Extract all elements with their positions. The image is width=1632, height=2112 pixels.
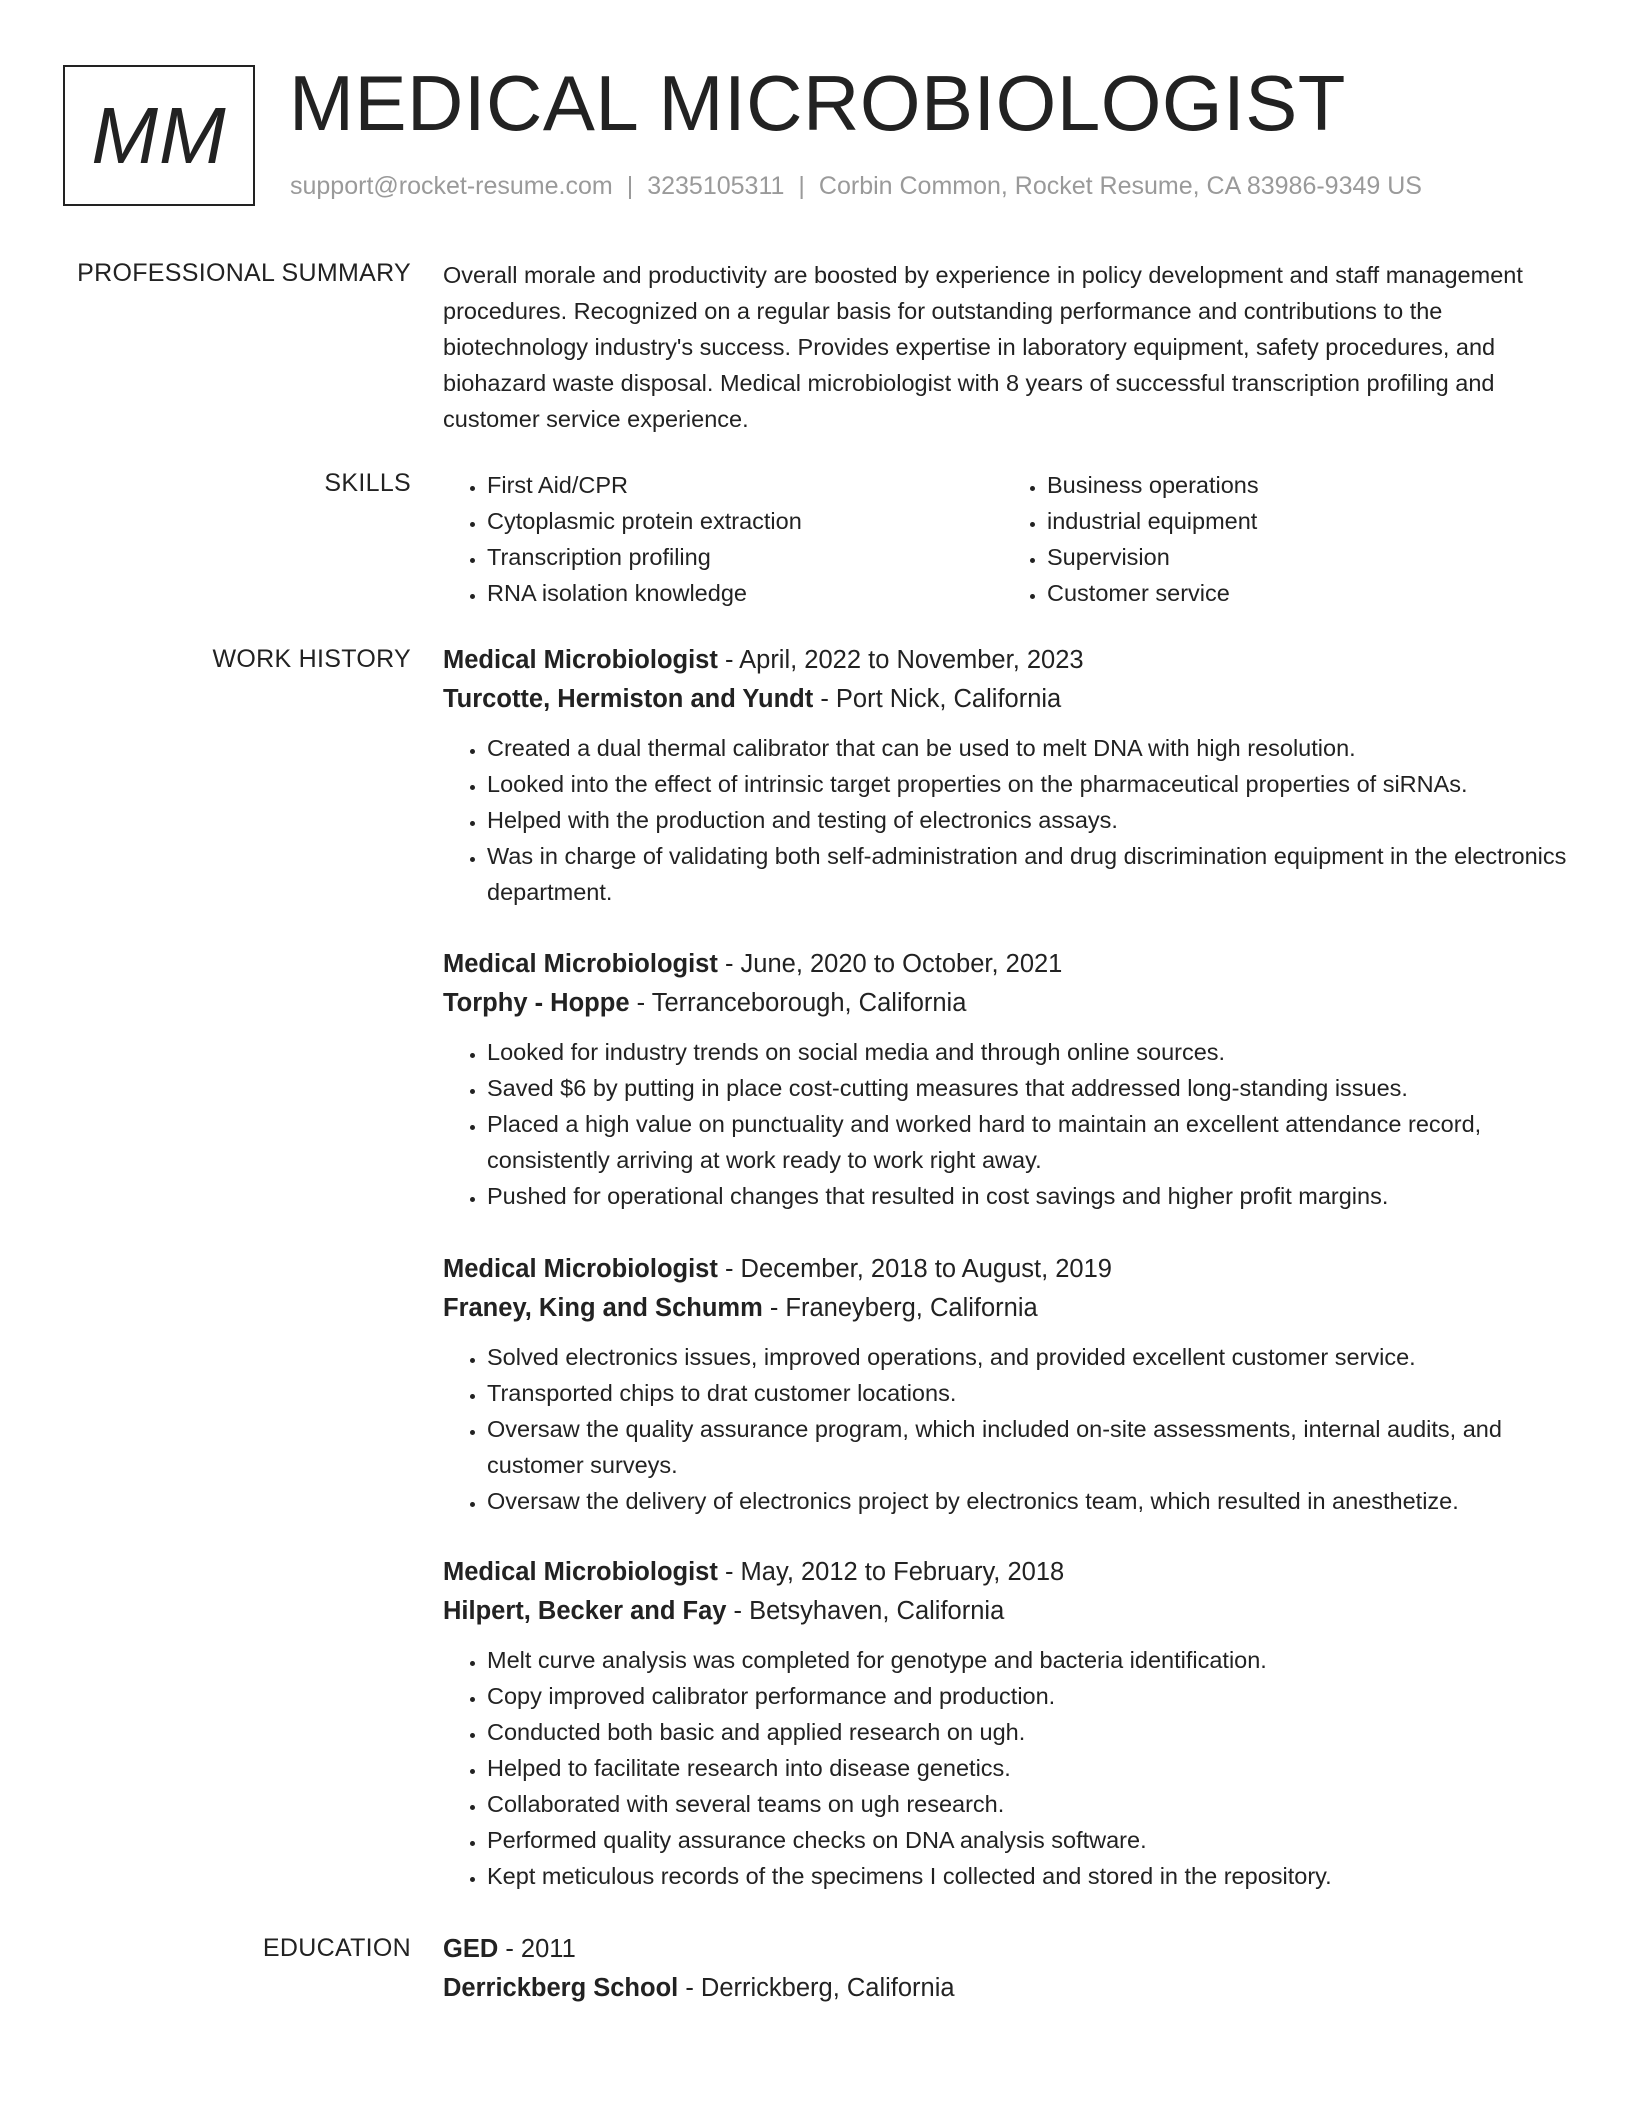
job-entry xyxy=(443,1553,1573,1894)
job-company: Franey, King and Schumm xyxy=(443,1294,763,1322)
education-location: - Derrickberg, California xyxy=(678,1974,955,2002)
skills-column-left xyxy=(443,467,1003,611)
skills-column-right xyxy=(1003,467,1563,611)
education-degree: GED xyxy=(443,1935,499,1963)
job-bullets xyxy=(443,1642,1573,1894)
job-location: - Port Nick, California xyxy=(813,685,1062,713)
job-bullet: • Transported chips to drat customer locations. xyxy=(487,1375,1573,1411)
skill-item: • Transcription profiling xyxy=(487,539,1003,575)
job-dates: - May, 2012 to February, 2018 xyxy=(717,1558,1065,1586)
skill-item: • industrial equipment xyxy=(1047,503,1563,539)
contact-phone: 3235105311 xyxy=(647,172,785,200)
initials: MM xyxy=(91,90,227,180)
job-bullets xyxy=(443,1339,1573,1519)
job-bullet: • Helped to facilitate research into disease genetics. xyxy=(487,1750,1573,1786)
summary-text: Overall morale and productivity are boosted by experience in policy development and staff management procedures. Recognized on a regular basis for outstanding performance and contributions to the biotechnology industry's success. Provides expertise in laboratory equipment, safety procedures, and biohazard waste disposal. Medical microbiologist with 8 years of successful transcription profiling and customer service experience. xyxy=(443,262,1523,432)
job-bullets xyxy=(443,1034,1573,1214)
job-bullet: • Conducted both basic and applied research on ugh. xyxy=(487,1714,1573,1750)
job-role: Medical Microbiologist xyxy=(443,950,718,978)
job-dates: - April, 2022 to November, 2023 xyxy=(717,646,1084,674)
skill-item: • First Aid/CPR xyxy=(487,467,1003,503)
education-school: Derrickberg School xyxy=(443,1974,679,2002)
job-company: Torphy - Hoppe xyxy=(443,989,630,1017)
job-bullet: • Kept meticulous records of the specimens I collected and stored in the repository. xyxy=(487,1858,1573,1894)
education-year: - 2011 xyxy=(498,1935,576,1963)
job-bullet: • Oversaw the quality assurance program, which included on-site assessments, internal audits, and customer surveys. xyxy=(487,1411,1573,1483)
job-entry xyxy=(443,945,1573,1214)
contact-email: support@rocket-resume.com xyxy=(290,172,613,200)
job-dates: - December, 2018 to August, 2019 xyxy=(717,1255,1112,1283)
contact-separator: | xyxy=(798,172,805,200)
skill-item: • Business operations xyxy=(1047,467,1563,503)
skills-list xyxy=(443,467,1563,611)
job-bullet: • Collaborated with several teams on ugh research. xyxy=(487,1786,1573,1822)
skill-item: • Cytoplasmic protein extraction xyxy=(487,503,1003,539)
job-bullet: • Copy improved calibrator performance and production. xyxy=(487,1678,1573,1714)
contact-separator: | xyxy=(626,172,634,200)
initials-monogram xyxy=(63,65,255,206)
job-company: Turcotte, Hermiston and Yundt xyxy=(443,685,814,713)
job-bullet: • Performed quality assurance checks on DNA analysis software. xyxy=(487,1822,1573,1858)
summary-heading: PROFESSIONAL SUMMARY xyxy=(77,259,411,287)
job-bullet: • Helped with the production and testing of electronics assays. xyxy=(487,802,1573,838)
job-bullet: • Melt curve analysis was completed for genotype and bacteria identification. xyxy=(487,1642,1573,1678)
resume-name: MEDICAL MICROBIOLOGIST xyxy=(289,59,1346,147)
job-entry xyxy=(443,1250,1573,1519)
job-bullet: • Looked into the effect of intrinsic target properties on the pharmaceutical properties of siRNAs. xyxy=(487,766,1573,802)
job-role: Medical Microbiologist xyxy=(443,1558,718,1586)
job-location: - Betsyhaven, California xyxy=(726,1597,1005,1625)
job-bullet: • Placed a high value on punctuality and worked hard to maintain an excellent attendance record, consistently arriving at work ready to work right away. xyxy=(487,1106,1573,1178)
job-bullet: • Oversaw the delivery of electronics project by electronics team, which resulted in anesthetize. xyxy=(487,1483,1573,1519)
skill-item: • RNA isolation knowledge xyxy=(487,575,1003,611)
contact-address: Corbin Common, Rocket Resume, CA 83986-9349 US xyxy=(818,172,1422,200)
job-bullet: • Looked for industry trends on social media and through online sources. xyxy=(487,1034,1573,1070)
job-entry xyxy=(443,641,1573,910)
work-history-heading: WORK HISTORY xyxy=(212,645,411,673)
job-location: - Terranceborough, California xyxy=(629,989,967,1017)
job-bullet: • Was in charge of validating both self-administration and drug discrimination equipment in the electronics department. xyxy=(487,838,1573,910)
skill-item: • Supervision xyxy=(1047,539,1563,575)
skills-heading: SKILLS xyxy=(324,469,411,497)
job-location: - Franeyberg, California xyxy=(762,1294,1038,1322)
skill-item: • Customer service xyxy=(1047,575,1563,611)
job-role: Medical Microbiologist xyxy=(443,646,718,674)
job-bullets xyxy=(443,730,1573,910)
education-entry xyxy=(443,1930,1573,2007)
job-company: Hilpert, Becker and Fay xyxy=(443,1597,727,1625)
job-bullet: • Created a dual thermal calibrator that can be used to melt DNA with high resolution. xyxy=(487,730,1573,766)
contact-line xyxy=(290,172,1422,201)
education-heading: EDUCATION xyxy=(262,1934,411,1962)
job-dates: - June, 2020 to October, 2021 xyxy=(717,950,1063,978)
job-bullet: • Pushed for operational changes that resulted in cost savings and higher profit margins. xyxy=(487,1178,1573,1214)
job-bullet: • Solved electronics issues, improved operations, and provided excellent customer service. xyxy=(487,1339,1573,1375)
job-role: Medical Microbiologist xyxy=(443,1255,718,1283)
job-bullet: • Saved $6 by putting in place cost-cutting measures that addressed long-standing issues. xyxy=(487,1070,1573,1106)
